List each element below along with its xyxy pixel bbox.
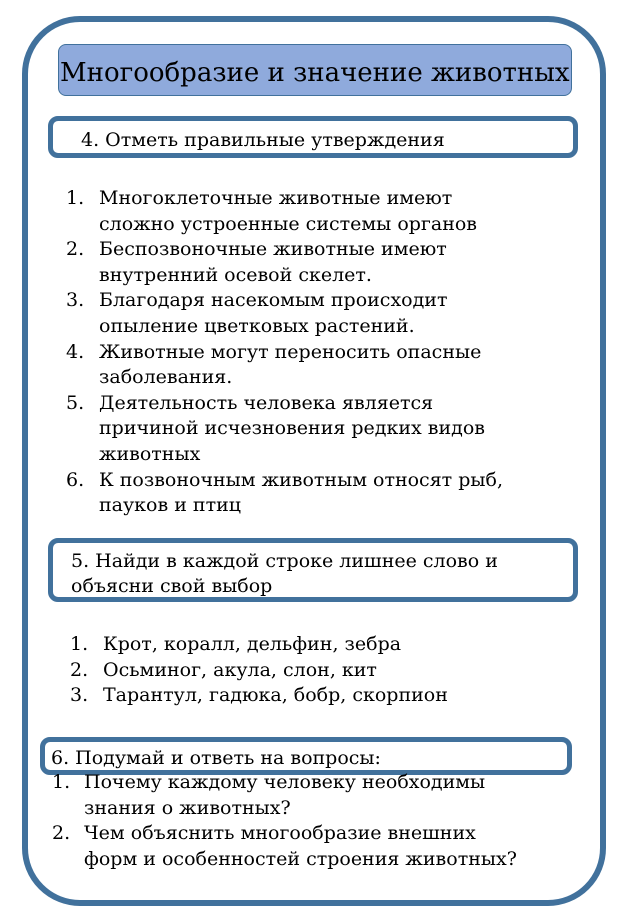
list-item: 2. Осьминог, акула, слон, кит (70, 658, 377, 681)
list-item: 5. Деятельность человека является причиной исчезновения редких видов животных (66, 391, 485, 465)
section-6-list (52, 770, 592, 872)
section-4-heading-box (48, 116, 578, 158)
list-item: 6. К позвоночным животным относят рыб, пауков и птиц (66, 468, 504, 517)
list-item: 3. Благодаря насекомым происходит опыление цветковых растений. (66, 289, 448, 337)
section-5-heading-line-1: 5. Найди в каждой строке лишнее слово и (71, 550, 498, 572)
list-item: 1. Многоклеточные животные имеют сложно устроенные системы органов (66, 187, 478, 235)
section-5-heading-line-2: объясни свой выбор (71, 575, 273, 597)
list-item: 2. Беспозвоночные животные имеют внутренний осевой скелет. (66, 238, 447, 286)
section-4-list (66, 186, 586, 519)
section-6-heading: 6. Подумай и ответь на вопросы: (51, 747, 381, 769)
section-5-heading-box (48, 538, 578, 602)
list-item: 1. Почему каждому человеку необходимы знания о животных? (52, 771, 486, 819)
page-title: Многообразие и значение животных (60, 58, 570, 88)
list-item: 2. Чем объяснить многообразие внешних форм и особенностей строения животных? (52, 822, 517, 870)
section-4-heading: 4. Отметь правильные утверждения (81, 129, 445, 151)
list-item: 3. Тарантул, гадюка, бобр, скорпион (70, 684, 448, 707)
section-5-list (70, 632, 570, 709)
list-item: 1. Крот, коралл, дельфин, зебра (70, 633, 402, 655)
list-item: 4. Животные могут переносить опасные заболевания. (66, 340, 482, 389)
